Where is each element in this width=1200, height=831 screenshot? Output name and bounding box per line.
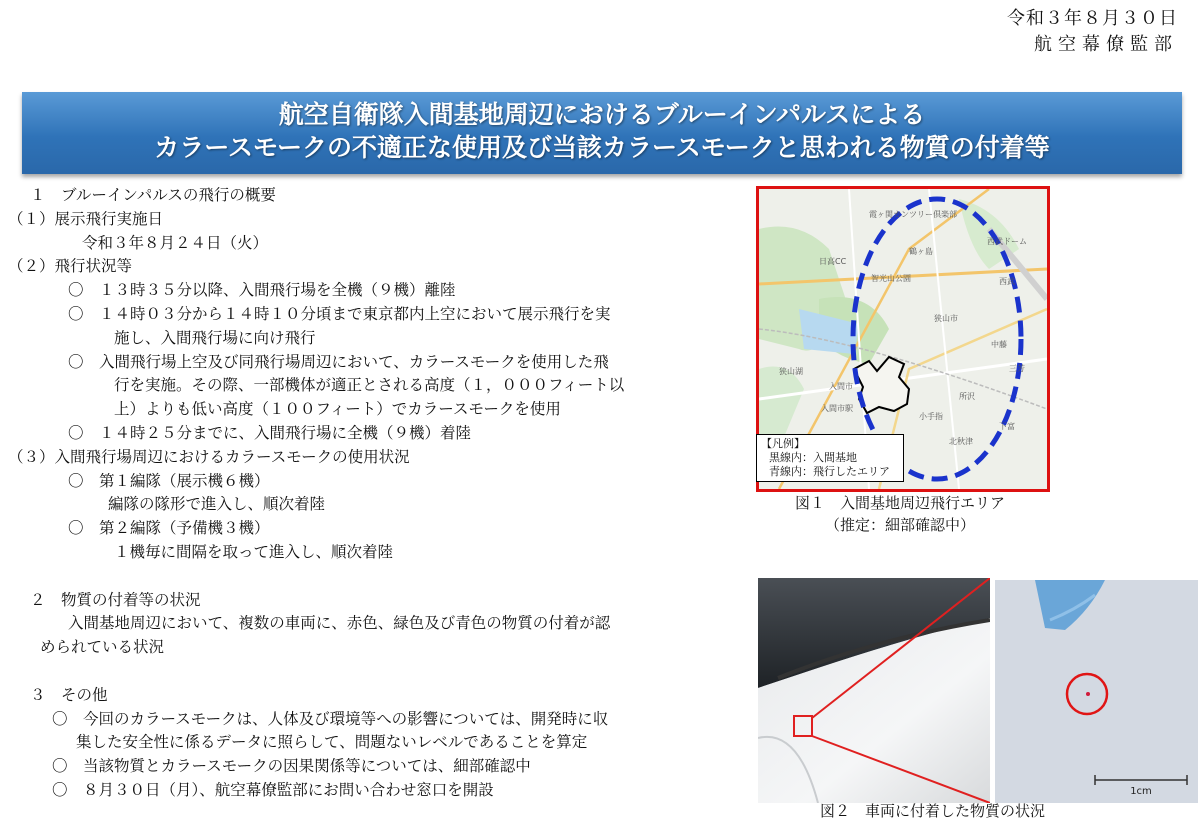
car-hood-image [758, 578, 990, 803]
section-1-heading: １ ブルーインパルスの飛行の概要 [30, 186, 276, 204]
closeup-image [995, 580, 1198, 803]
map-label: 霞ヶ関カンツリー倶楽部 [869, 210, 957, 219]
list-item: 〇 １３時３５分以降、入間飛行場を全機（９機）離陸 [68, 281, 456, 300]
legend-black-line: 黒線内：入間基地 [769, 451, 857, 464]
scale-bar-label: 1cm [1130, 786, 1152, 797]
section-2-text: 入間基地周辺において、複数の車両に、赤色、緑色及び青色の物質の付着が認 [68, 614, 611, 633]
map-label: 西武 [999, 277, 1015, 286]
figure-1-caption-note: （推定：細部確認中） [824, 516, 975, 534]
list-item-continuation: 集した安全性に係るデータに照らして、問題ないレベルであることを算定 [76, 733, 588, 752]
section-1-1-heading: （１）展示飛行実施日 [8, 209, 164, 228]
list-item: 〇 １４時２５分までに、入間飛行場に全機（９機）着陸 [68, 423, 472, 442]
section-1-2-heading: （２）飛行状況等 [8, 257, 133, 276]
list-item-continuation: 施し、入間飛行場に向け飛行 [114, 328, 316, 347]
map-label: 北秋津 [949, 437, 973, 446]
map-label: 狭山湖 [779, 367, 803, 376]
list-item-description: 編隊の隊形で進入し、順次着陸 [108, 495, 326, 514]
figure-2-caption: 図２ 車両に付着した物質の状況 [820, 802, 1046, 820]
list-item: 〇 第２編隊（予備機３機） [68, 519, 270, 538]
title-banner [22, 92, 1182, 174]
list-item-continuation: 上）よりも低い高度（１００フィート）でカラースモークを使用 [114, 400, 561, 419]
map-label: 日高CC [819, 257, 847, 266]
map-label: 所沢 [959, 392, 975, 401]
map-label: 中藤 [991, 340, 1007, 349]
section-1-3-heading: （３）入間飛行場周辺におけるカラースモークの使用状況 [8, 447, 410, 466]
figure-1-caption-title: 図１ 入間基地周辺飛行エリア [794, 494, 1005, 512]
map-label: 入間市駅 [821, 404, 853, 413]
legend-blue-line: 青線内：飛行したエリア [769, 465, 890, 478]
section-2-text-continuation: められている状況 [40, 638, 165, 657]
closeup-photo [995, 580, 1198, 803]
figure-1-caption [760, 492, 1040, 536]
map-label: 鶴ヶ島 [909, 247, 933, 256]
map-label: 狭山市 [934, 314, 958, 323]
list-item: 〇 ８月３０日（月）、航空幕僚監部にお問い合わせ窓口を開設 [52, 780, 494, 799]
title-line-1: 航空自衛隊入間基地周辺におけるブルーインパルスによる [278, 100, 926, 129]
section-1-1-date: 令和３年８月２４日（火） [82, 233, 269, 252]
title-line-2: カラースモークの不適正な使用及び当該カラースモークと思われる物質の付着等 [154, 133, 1050, 162]
map-legend [756, 434, 904, 482]
map-label: 入間市 [829, 382, 853, 391]
car-hood-photo [758, 578, 990, 803]
document-date: 令和３年８月３０日 [1007, 8, 1178, 29]
issuing-organization: 航空幕僚監部 [1034, 34, 1178, 55]
list-item-continuation: 行を実施。その際、一部機体が適正とされる高度（１，０００フィート以 [114, 376, 625, 395]
document-header [1007, 6, 1178, 58]
map-label: 智光山公園 [871, 274, 911, 283]
section-2-heading: ２ 物質の付着等の状況 [30, 590, 201, 609]
map-label: 西武ドーム [987, 237, 1027, 246]
map-label: 小手指 [919, 412, 943, 421]
map-label: 下富 [999, 422, 1015, 431]
list-item: 〇 １４時０３分から１４時１０分頃まで東京都内上空において展示飛行を実 [68, 304, 611, 323]
list-item: 〇 第１編隊（展示機６機） [68, 471, 270, 490]
list-item: 〇 今回のカラースモークは、人体及び環境等への影響については、開発時に収 [52, 709, 609, 728]
list-item: 〇 入間飛行場上空及び同飛行場周辺において、カラースモークを使用した飛 [68, 352, 609, 371]
list-item-description: １機毎に間隔を取って進入し、順次着陸 [114, 542, 394, 561]
list-item: 〇 当該物質とカラースモークの因果関係等については、細部確認中 [52, 757, 531, 776]
section-3-heading: ３ その他 [30, 685, 108, 704]
map-label: 三芳 [1009, 364, 1025, 373]
document-body [8, 184, 730, 803]
legend-title: 【凡例】 [761, 437, 805, 450]
